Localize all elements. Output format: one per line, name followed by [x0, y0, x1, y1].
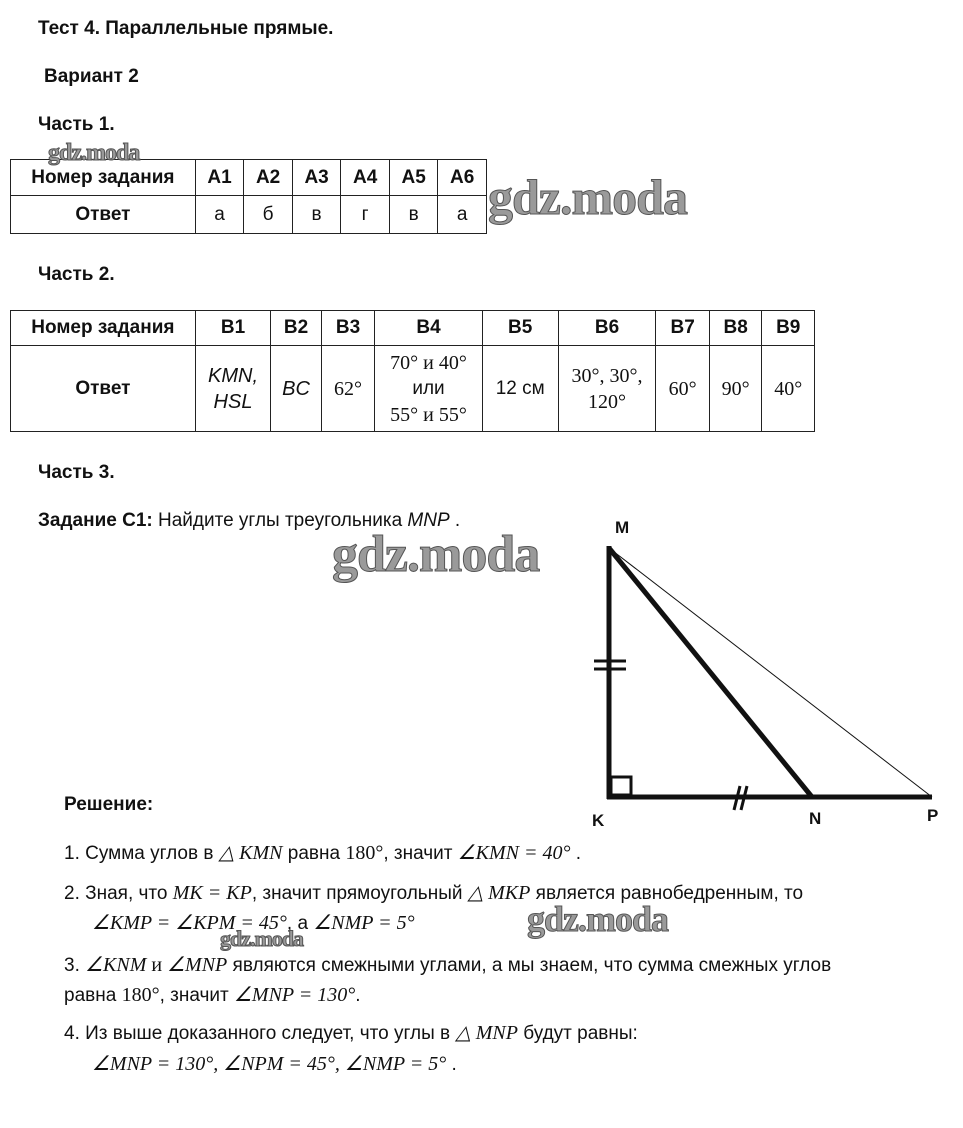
solution-step-4 [64, 1018, 638, 1049]
solution-step-4-cont [92, 1049, 457, 1080]
task-number-b2: B2 [271, 311, 322, 346]
task-number-a4: A4 [341, 160, 390, 196]
task-number-a3: A3 [292, 160, 341, 196]
math-expression: ∠MNP = 130° [233, 984, 356, 1006]
answer-header: Ответ [11, 346, 196, 432]
watermark: gdz.moda [488, 169, 687, 225]
answer-header: Ответ [11, 196, 196, 234]
task-c1-label: Задание С1: [38, 510, 153, 531]
answer-a4: г [341, 196, 390, 234]
step-text: будут равны: [517, 1023, 638, 1044]
task-number-a1: A1 [195, 160, 244, 196]
answer-line: BC [282, 377, 310, 400]
task-number-b6: B6 [558, 311, 656, 346]
task-number-b5: B5 [482, 311, 558, 346]
answer-a1: а [195, 196, 244, 234]
task-number-b9: B9 [762, 311, 815, 346]
math-expression: 180° [345, 842, 384, 864]
math-expression: 180° [121, 984, 160, 1006]
answer-line: 30°, 30°, [571, 364, 643, 387]
task-c1-math: MNP [407, 510, 450, 531]
answer-line: 70° и 40° [390, 351, 467, 374]
math-expression: △ MNP [455, 1022, 518, 1044]
task-number-b7: B7 [656, 311, 709, 346]
part1-heading: Часть 1. [38, 114, 115, 135]
task-number-b1: B1 [195, 311, 270, 346]
step-text: . [446, 1054, 457, 1075]
answer-line: 55° и 55° [390, 403, 467, 426]
solution-step-2 [64, 878, 803, 909]
answer-line: 90° [721, 377, 750, 400]
step-text: равна [282, 843, 346, 864]
math-expression: MK = KP [172, 882, 252, 904]
task-number-a6: A6 [438, 160, 487, 196]
math-expression: ∠KNM [85, 954, 147, 976]
task-number-header: Номер задания [11, 160, 196, 196]
answer-line: 12 см [495, 377, 545, 399]
vertex-label-p: P [927, 806, 939, 825]
vertex-label-m: M [615, 518, 630, 537]
math-expression: ∠MNP = 130°, ∠NPM = 45°, ∠NMP = 5° [92, 1053, 447, 1075]
solution-heading: Решение: [64, 794, 154, 815]
math-expression: ∠KMP = ∠KPM = 45° [92, 912, 287, 934]
part2-heading: Часть 2. [38, 264, 115, 285]
math-expression: ∠NMP = 5° [313, 912, 415, 934]
step-text: . [570, 843, 582, 864]
task-c1-end: . [449, 510, 461, 531]
task-number-header: Номер задания [11, 311, 196, 346]
step-text: , значит [159, 985, 234, 1006]
answer-a2: б [244, 196, 293, 234]
variant-label: Вариант 2 [44, 66, 139, 87]
right-angle-mark [611, 777, 631, 795]
answer-line: HSL [213, 390, 253, 413]
step-text: являются смежными углами, а мы знаем, что сумма смежных углов [227, 955, 832, 976]
answer-a5: в [389, 196, 438, 234]
step-text: . [355, 985, 361, 1006]
step-text: , значит [383, 843, 458, 864]
step-text: 4. Из выше доказанного следует, что углы в [64, 1023, 456, 1044]
segment-mn [609, 548, 812, 797]
answer-line: 40° [774, 377, 803, 400]
solution-step-3-cont [64, 980, 361, 1011]
step-text: 2. Зная, что [64, 883, 173, 904]
answer-line: 120° [588, 390, 627, 413]
step-text: равна [64, 985, 122, 1006]
answer-a3: в [292, 196, 341, 234]
vertex-label-k: K [592, 811, 605, 830]
step-text: 3. [64, 955, 86, 976]
math-expression: ∠KMN = 40° [457, 842, 571, 864]
answer-line: 62° [334, 377, 363, 400]
step-text: 1. Сумма углов в [64, 843, 219, 864]
task-c1-text: Найдите углы треугольника [158, 510, 408, 531]
task-number-a2: A2 [244, 160, 293, 196]
math-expression: △ KMN [218, 842, 283, 864]
vertex-label-n: N [809, 809, 822, 828]
task-number-b4: B4 [375, 311, 482, 346]
math-expression: △ MKP [467, 882, 531, 904]
task-number-b3: B3 [321, 311, 374, 346]
math-expression: ∠MNP [167, 954, 228, 976]
watermark: gdz.moda [332, 526, 540, 583]
answer-a6: а [438, 196, 487, 234]
segment-mp [609, 548, 932, 797]
step-text: , значит прямоугольный [251, 883, 468, 904]
watermark: gdz.moda [220, 926, 304, 951]
answer-line: или [412, 377, 445, 399]
task-number-a5: A5 [389, 160, 438, 196]
math-expression: и [146, 954, 168, 976]
watermark: gdz.moda [527, 899, 669, 939]
solution-step-1 [64, 838, 581, 869]
step-text: является равнобедренным, то [530, 883, 804, 904]
step-text: , а [286, 913, 314, 934]
part3-heading: Часть 3. [38, 462, 115, 483]
solution-step-3 [64, 950, 831, 981]
page-title: Тест 4. Параллельные прямые. [38, 18, 334, 39]
watermark: gdz.moda [48, 140, 140, 166]
answer-line: 60° [668, 377, 697, 400]
task-number-b8: B8 [709, 311, 762, 346]
answer-line: KMN, [208, 364, 258, 387]
